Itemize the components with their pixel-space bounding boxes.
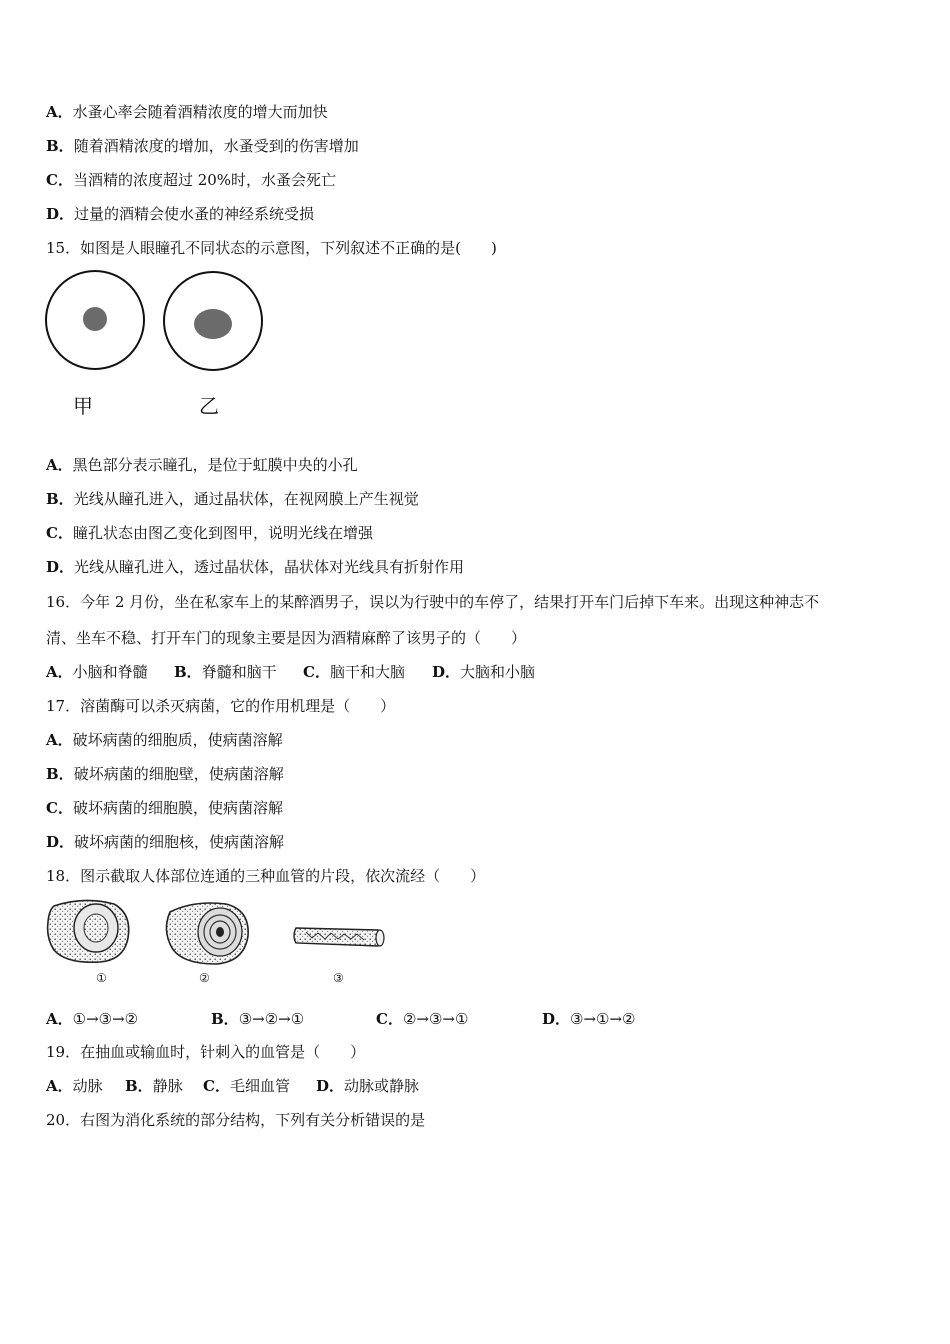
option-label: B．: [46, 765, 74, 783]
option-text: 黑色部分表示瞳孔，是位于虹膜中央的小孔: [72, 456, 358, 474]
option-label: A．: [46, 103, 73, 121]
q14-option-d: [46, 204, 314, 224]
option-text: 破坏病菌的细胞膜，使病菌溶解: [72, 799, 283, 817]
q19-options: [46, 1076, 419, 1096]
q16-option-c: [303, 662, 432, 682]
option-label: A．: [46, 731, 73, 749]
option-text: 脊髓和脑干: [201, 663, 277, 681]
q17-option-a: [46, 730, 283, 750]
fig-label-jia: 甲: [73, 394, 93, 418]
q17-option-d: [46, 832, 284, 852]
q16-option-a: [46, 662, 174, 682]
option-label: D．: [542, 1010, 571, 1028]
option-label: B．: [174, 663, 202, 681]
q17-option-c: [46, 798, 283, 818]
option-text: ③→①→②: [570, 1010, 636, 1028]
option-text: 过量的酒精会使水蚤的神经系统受损: [74, 205, 315, 223]
option-label: B．: [211, 1010, 239, 1028]
option-label: C．: [46, 799, 73, 817]
q20-stem: 20．右图为消化系统的部分结构，下列有关分析错误的是: [46, 1111, 426, 1129]
option-text: ②→③→①: [402, 1010, 469, 1028]
pupil-yi: [194, 309, 232, 339]
option-label: B．: [46, 490, 74, 508]
option-label: D．: [316, 1077, 345, 1095]
q16-options: [46, 662, 535, 682]
option-text: 当酒精的浓度超过 20%时，水蚤会死亡: [72, 171, 337, 189]
vessel-label-2: ②: [199, 971, 210, 985]
option-label: D．: [46, 833, 75, 851]
option-label: C．: [376, 1010, 403, 1028]
q15-stem: 15．如图是人眼瞳孔不同状态的示意图，下列叙述不正确的是( ): [46, 239, 497, 257]
option-label: C．: [303, 663, 330, 681]
pupil-figure: [42, 268, 272, 378]
option-label: B．: [125, 1077, 153, 1095]
option-label: D．: [46, 205, 75, 223]
option-text: 动脉或静脉: [344, 1077, 420, 1095]
option-text: 大脑和小脑: [460, 663, 536, 681]
option-label: B．: [46, 137, 74, 155]
option-label: C．: [46, 524, 73, 542]
option-text: 小脑和脊髓: [72, 663, 148, 681]
q18-options: [46, 1009, 636, 1029]
vessel-label-3: ③: [333, 971, 344, 985]
q19-stem: 19．在抽血或输血时，针刺入的血管是（ ）: [46, 1043, 366, 1061]
q18-option-a: [46, 1009, 211, 1029]
q15-option-d: [46, 557, 464, 577]
q16-stem-line1: 16．今年 2 月份，坐在私家车上的某醉酒男子，误以为行驶中的车停了，结果打开车门后掉下车来。出现这种神志不: [46, 593, 820, 611]
option-label: D．: [432, 663, 461, 681]
option-text: 破坏病菌的细胞壁，使病菌溶解: [73, 765, 284, 783]
q16-stem-line2: 清、坐车不稳、打开车门的现象主要是因为酒精麻醉了该男子的（ ）: [46, 629, 527, 647]
option-text: 破坏病菌的细胞质，使病菌溶解: [72, 731, 283, 749]
q19-option-a: [46, 1076, 125, 1096]
q15-option-b: [46, 489, 419, 509]
q14-option-b: [46, 136, 359, 156]
option-text: 破坏病菌的细胞核，使病菌溶解: [74, 833, 285, 851]
option-text: ③→②→①: [238, 1010, 305, 1028]
option-text: 静脉: [152, 1077, 183, 1095]
option-label: C．: [203, 1077, 230, 1095]
option-label: A．: [46, 456, 73, 474]
option-text: 光线从瞳孔进入，透过晶状体，晶状体对光线具有折射作用: [74, 558, 465, 576]
option-label: A．: [46, 663, 73, 681]
pupil-jia: [83, 307, 107, 331]
fig-label-yi: 乙: [199, 394, 219, 418]
vessel-label-1: ①: [96, 971, 107, 985]
option-text: 瞳孔状态由图乙变化到图甲，说明光线在增强: [72, 524, 373, 542]
option-label: C．: [46, 171, 73, 189]
option-label: A．: [46, 1077, 73, 1095]
option-text: 随着酒精浓度的增加，水蚤受到的伤害增加: [73, 137, 359, 155]
q19-option-b: [125, 1076, 203, 1096]
option-text: ①→③→②: [72, 1010, 139, 1028]
option-label: A．: [46, 1010, 73, 1028]
q19-option-d: [316, 1076, 419, 1096]
blood-vessel-figure: [44, 898, 394, 968]
q19-option-c: [203, 1076, 316, 1096]
option-text: 水蚤心率会随着酒精浓度的增大而加快: [72, 103, 328, 121]
vessel-1-artery: [48, 900, 129, 962]
option-text: 毛细血管: [229, 1077, 290, 1095]
q16-option-b: [174, 662, 303, 682]
q17-option-b: [46, 764, 284, 784]
option-label: D．: [46, 558, 75, 576]
q14-option-c: [46, 170, 336, 190]
vessel-3-capillary: [294, 928, 384, 946]
option-text: 脑干和大脑: [329, 663, 405, 681]
q14-option-a: [46, 102, 328, 122]
q16-option-d: [432, 662, 535, 682]
q15-option-c: [46, 523, 373, 543]
q18-stem: 18．图示截取人体部位连通的三种血管的片段，依次流经（ ）: [46, 867, 486, 885]
q18-option-b: [211, 1009, 376, 1029]
vessel-2-vein: [166, 903, 248, 964]
q18-option-c: [376, 1009, 542, 1029]
option-text: 动脉: [72, 1077, 103, 1095]
q15-option-a: [46, 455, 358, 475]
q18-option-d: [542, 1009, 636, 1029]
option-text: 光线从瞳孔进入，通过晶状体，在视网膜上产生视觉: [73, 490, 419, 508]
q17-stem: 17．溶菌酶可以杀灭病菌，它的作用机理是（ ）: [46, 697, 396, 715]
